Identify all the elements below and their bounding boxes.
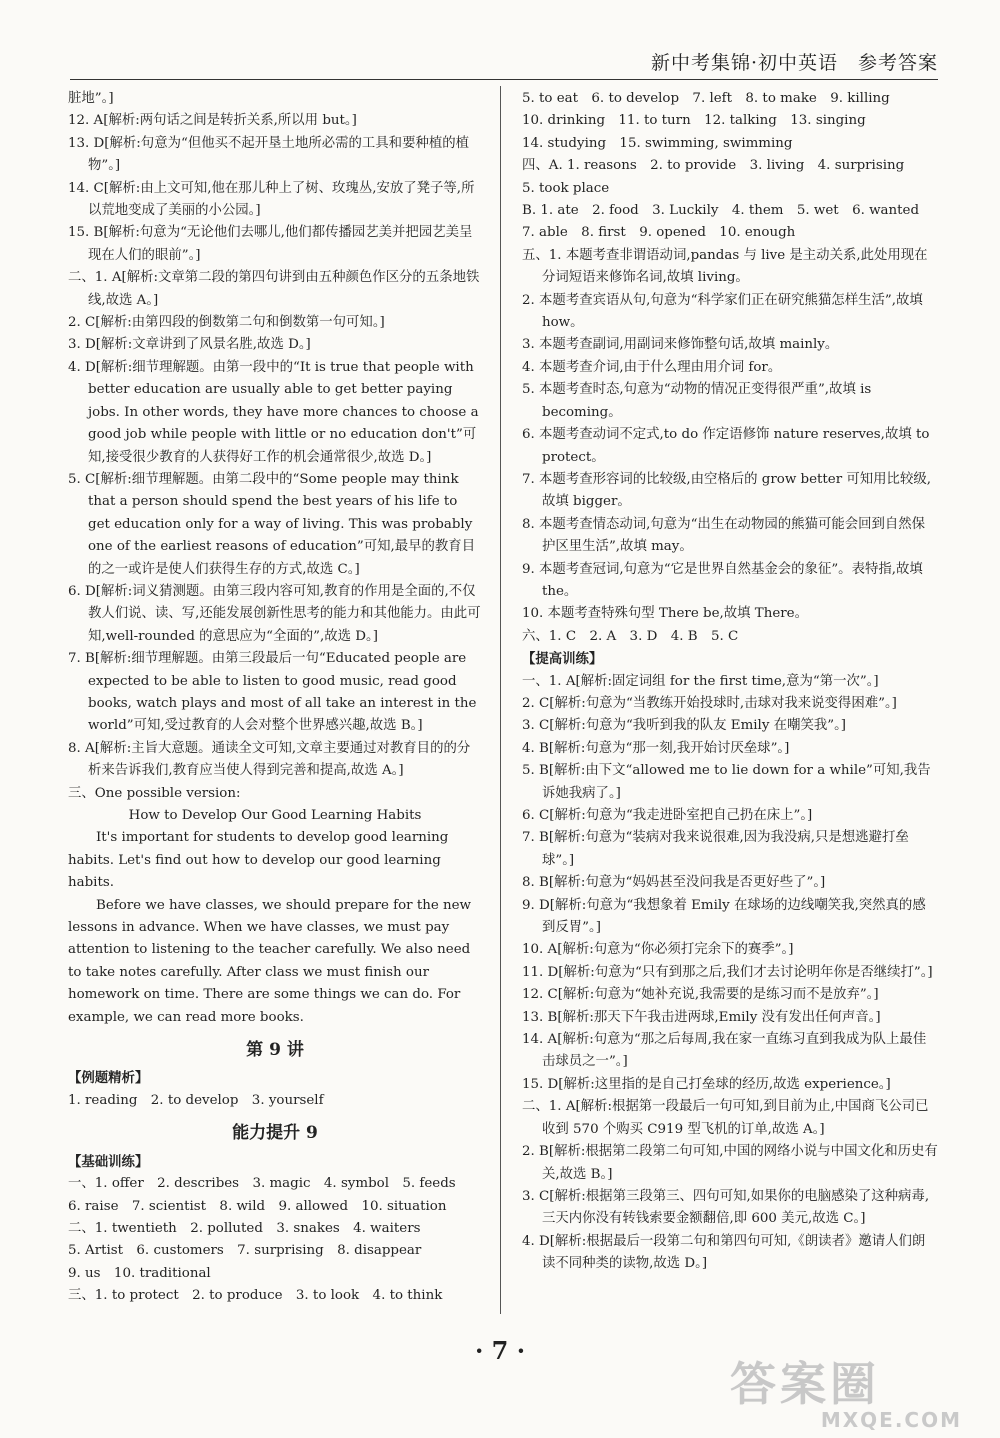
answer-entry: 3. C[解析:根据第三段第三、四句可知,如果你的电脑感染了这种病毒,三天内你没有转钱索要金额翻倍,即 600 美元,故选 C。] xyxy=(522,1188,930,1227)
answer-entry: 14. C[解析:由上文可知,他在那儿种上了树、玫瑰丛,安放了凳子等,所以荒地变成了美丽的小公园。] xyxy=(68,180,475,219)
answer-row: 14. studying 15. swimming, swimming xyxy=(522,135,793,151)
section-head-example: 【例题精析】 xyxy=(68,1070,149,1087)
answer-entry: 12. A[解析:两句话之间是转折关系,所以用 but。] xyxy=(68,113,357,129)
essay-paragraph: It's important for students to develop good learning habits. Let's find out how to develop our good learning habits. xyxy=(68,830,449,891)
answer-entry: 10. 本题考查特殊句型 There be,故填 There。 xyxy=(522,606,808,622)
ability-title: 能力提升 9 xyxy=(232,1123,318,1144)
running-header: 新中考集锦·初中英语 参考答案 xyxy=(650,52,938,74)
column-divider xyxy=(500,86,501,1314)
answer-entry: 6. 本题考查动词不定式,to do 作定语修饰 nature reserves,故填 to protect。 xyxy=(522,427,930,465)
answer-row: 三、1. to protect 2. to produce 3. to look 4. to think xyxy=(68,1288,443,1304)
answer-row: 5. to eat 6. to develop 7. left 8. to make 9. killing xyxy=(522,91,890,106)
answer-entry: 二、1. A[解析:根据第一段最后一句可知,到目前为止,中国商飞公司已收到 570 个购买 C919 型飞机的订单,故选 A。] xyxy=(522,1099,929,1137)
answer-entry: 3. D[解析:文章讲到了风景名胜,故选 D。] xyxy=(68,337,311,353)
answer-entry: 13. D[解析:句意为“但他买不起开垦土地所必需的工具和要种植的植物”。] xyxy=(68,135,470,174)
watermark-text: 答案圈 xyxy=(730,1357,880,1411)
answer-entry: 4. D[解析:根据最后一段第二句和第四句可知,《朗读者》邀请人们朗读不同种类的读物,故选 D。] xyxy=(522,1233,926,1272)
answer-entry: 5. 本题考查时态,句意为“动物的情况正变得很严重”,故填 is becoming。 xyxy=(522,382,872,420)
left-column xyxy=(68,88,482,1308)
page-number: · 7 · xyxy=(474,1336,526,1365)
answer-entry: 4. D[解析:细节理解题。由第一段中的“It is true that people with better education are usually able to get better paying jobs. In other words, they have more chances to choose a good job while people with little or no education don't”可知,接受很少教育的人获得好工作的机会通常很少,故选 D。] xyxy=(68,359,479,465)
answer-row: 5. took place xyxy=(522,180,610,196)
section-head-advanced: 【提高训练】 xyxy=(522,651,603,668)
answer-entry: 10. A[解析:句意为“你必须打完余下的赛季”。] xyxy=(522,942,794,958)
answer-entry: 4. 本题考查介词,由于什么理由用介词 for。 xyxy=(522,359,782,375)
answer-entry: 二、1. A[解析:文章第二段的第四句讲到由五种颜色作区分的五条地铁线,故选 A。] xyxy=(68,270,480,308)
right-column xyxy=(522,88,938,1276)
lesson-title: 第 9 讲 xyxy=(246,1040,304,1061)
answer-row: 四、A. 1. reasons 2. to provide 3. living 4. surprising xyxy=(522,158,905,174)
essay-title: How to Develop Our Good Learning Habits xyxy=(128,808,422,823)
answer-entry: 7. B[解析:细节理解题。由第三段最后一句“Educated people are expected to be able to listen to good music, read good books, watch plays and most of all take an interest in the world”可知,受过教育的人会对整个世界感兴趣,故选 B。] xyxy=(68,651,477,734)
answer-entry: 14. A[解析:句意为“那之后每周,我在家一直练习直到我成为队上最佳击球员之一”。] xyxy=(522,1032,927,1070)
answer-entry: 8. 本题考查情态动词,句意为“出生在动物园的熊猫可能会回到自然保护区里生活”,故填 may。 xyxy=(522,516,926,555)
answer-entry: 5. C[解析:细节理解题。由第二段中的“Some people may think that a person should spend the best years of his life to get education only for a way of living. This was probably one of the earliest reasons of education”可知,最早的教育目的之一或许是使人们获得生存的方式,故选 C。] xyxy=(68,471,476,577)
answer-entry: 2. C[解析:句意为“当教练开始投球时,击球对我来说变得困难”。] xyxy=(522,695,897,711)
answer-entry: 2. B[解析:根据第二段第二句可知,中国的网络小说与中国文化和历史有关,故选 B。] xyxy=(522,1144,938,1182)
answer-row: 5. Artist 6. customers 7. surprising 8. disappear xyxy=(68,1243,422,1259)
section-head-basic: 【基础训练】 xyxy=(68,1153,149,1170)
answer-entry: 3. C[解析:句意为“我听到我的队友 Emily 在嘲笑我”。] xyxy=(522,718,846,734)
answer-entry: 2. C[解析:由第四段的倒数第二句和倒数第一句可知。] xyxy=(68,315,385,331)
answer-entry: 13. B[解析:那天下午我击进两球,Emily 没有发出任何声音。] xyxy=(522,1009,881,1025)
answer-row: 10. drinking 11. to turn 12. talking 13. singing xyxy=(522,113,866,129)
answer-entry: 9. D[解析:句意为“我想象着 Emily 在球场的边线嘲笑我,突然真的感到反胃”。] xyxy=(522,897,926,936)
answer-entry: 5. B[解析:由下文“allowed me to lie down for a while”可知,我告诉她我病了。] xyxy=(522,763,931,801)
essay-label: 三、One possible version: xyxy=(68,785,241,801)
answer-entry: 15. D[解析:这里指的是自己打垒球的经历,故选 experience。] xyxy=(522,1076,891,1092)
answer-entry: 9. 本题考查冠词,句意为“它是世界自然基金会的象征”。表特指,故填 the。 xyxy=(522,561,923,599)
answer-entry: 11. D[解析:句意为“只有到那之后,我们才去讨论明年你是否继续打”。] xyxy=(522,964,933,980)
answer-entry: 8. A[解析:主旨大意题。通读全文可知,文章主要通过对教育目的的分析来告诉我们,教育应当使人得到完善和提高,故选 A。] xyxy=(68,740,471,779)
watermark-logo xyxy=(730,1357,980,1432)
answer-entry: 4. B[解析:句意为“那一刻,我开始讨厌垒球”。] xyxy=(522,740,790,756)
answer-row: 二、1. twentieth 2. polluted 3. snakes 4. waiters xyxy=(68,1220,421,1236)
answer-row: 六、1. C 2. A 3. D 4. B 5. C xyxy=(522,628,739,644)
answer-entry: 2. 本题考查宾语从句,句意为“科学家们正在研究熊猫怎样生活”,故填 how。 xyxy=(522,292,923,331)
answer-row: B. 1. ate 2. food 3. Luckily 4. them 5. wet 6. wanted xyxy=(522,203,920,219)
answer-entry: 一、1. A[解析:固定词组 for the first time,意为“第一次”。] xyxy=(522,673,879,689)
answer-row: 1. reading 2. to develop 3. yourself xyxy=(68,1092,324,1108)
watermark-url: MXQE.COM xyxy=(820,1408,962,1432)
answer-entry: 3. 本题考查副词,用副词来修饰整句话,故填 mainly。 xyxy=(522,337,839,353)
answer-row: 6. raise 7. scientist 8. wild 9. allowed 10. situation xyxy=(68,1198,447,1214)
header-rule xyxy=(70,79,938,80)
answer-entry: 8. B[解析:句意为“妈妈甚至没问我是否更好些了”。] xyxy=(522,875,826,891)
answer-entry: 6. C[解析:句意为“我走进卧室把自己扔在床上”。] xyxy=(522,808,813,823)
answer-entry: 7. B[解析:句意为“装病对我来说很难,因为我没病,只是想逃避打垒球”。] xyxy=(522,830,909,868)
essay-paragraph: Before we have classes, we should prepare for the new lessons in advance. When we have classes, we must pay attention to listening to the teacher carefully. We also need to take notes carefully. After class we must finish our homework on time. There are some things we can do. For example, we can read more books. xyxy=(68,897,472,1025)
answer-entry: 15. B[解析:句意为“无论他们去哪儿,他们都传播园艺美并把园艺美呈现在人们的眼前”。] xyxy=(68,225,473,263)
answer-entry: 五、1. 本题考查非谓语动词,pandas 与 live 是主动关系,此处用现在分词短语来修饰名词,故填 living。 xyxy=(522,247,928,286)
answer-row: 7. able 8. first 9. opened 10. enough xyxy=(522,225,796,241)
answer-entry: 6. D[解析:词义猜测题。由第三段内容可知,教育的作用是全面的,不仅教人们说、读、写,还能发展创新性思考的能力和其他能力。由此可知,well-rounded 的意思应为“全面的”,故选 D。] xyxy=(68,583,481,644)
answer-entry: 脏地”。] xyxy=(68,91,114,106)
answer-entry: 12. C[解析:句意为“她补充说,我需要的是练习而不是放弃”。] xyxy=(522,987,879,1003)
answer-row: 一、1. offer 2. describes 3. magic 4. symbol 5. feeds xyxy=(68,1176,456,1192)
answer-row: 9. us 10. traditional xyxy=(68,1265,211,1281)
answer-entry: 7. 本题考查形容词的比较级,由空格后的 grow better 可知用比较级,故填 bigger。 xyxy=(522,471,931,510)
